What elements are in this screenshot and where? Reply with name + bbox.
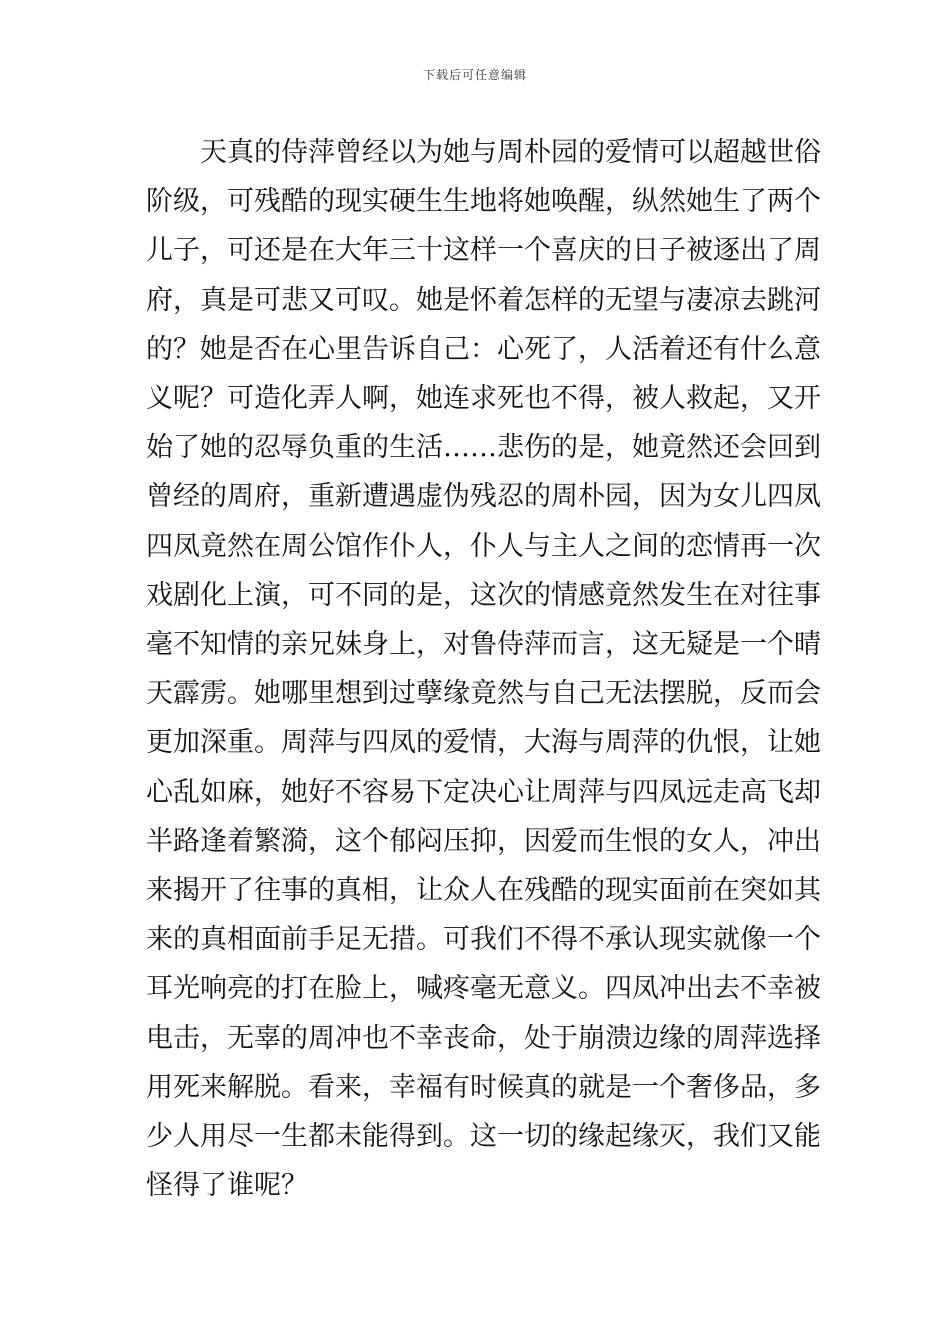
- paragraph-line: 四凤竟然在周公馆作仆人，仆人与主人之间的恋情再一次: [146, 530, 821, 562]
- paragraph-line: 始了她的忍辱负重的生活……悲伤的是，她竟然还会回到: [146, 432, 821, 464]
- paragraph-line: 怪得了谁呢？: [146, 1170, 308, 1202]
- paragraph-line: 府，真是可悲又可叹。她是怀着怎样的无望与凄凉去跳河: [146, 284, 821, 316]
- page-header: 下载后可任意编辑: [422, 68, 527, 82]
- paragraph-line: 曾经的周府，重新遭遇虚伪残忍的周朴园，因为女儿四凤: [146, 481, 821, 513]
- paragraph-line: 义呢？可造化弄人啊，她连求死也不得，被人救起，又开: [146, 383, 821, 415]
- paragraph-line: 用死来解脱。看来，幸福有时候真的就是一个奢侈品，多: [146, 1071, 821, 1103]
- paragraph-line: 天真的侍萍曾经以为她与周朴园的爱情可以超越世俗: [146, 137, 821, 168]
- paragraph-line: 戏剧化上演，可不同的是，这次的情感竟然发生在对往事: [146, 579, 821, 611]
- paragraph-line: 耳光响亮的打在脸上，喊疼毫无意义。四凤冲出去不幸被: [146, 973, 821, 1005]
- paragraph-line: 来的真相面前手足无措。可我们不得不承认现实就像一个: [146, 924, 821, 956]
- paragraph-line: 儿子，可还是在大年三十这样一个喜庆的日子被逐出了周: [146, 235, 821, 267]
- paragraph-line: 来揭开了往事的真相，让众人在残酷的现实面前在突如其: [146, 875, 821, 907]
- paragraph-line: 心乱如麻，她好不容易下定决心让周萍与四凤远走高飞却: [146, 776, 821, 808]
- paragraph-line: 更加深重。周萍与四凤的爱情，大海与周萍的仇恨，让她: [146, 727, 821, 759]
- paragraph-line: 天霹雳。她哪里想到过孽缘竟然与自己无法摆脱，反而会: [146, 678, 821, 710]
- paragraph-line: 毫不知情的亲兄妹身上，对鲁侍萍而言，这无疑是一个晴: [146, 629, 821, 661]
- body-paragraph: [146, 128, 821, 1210]
- paragraph-line: 半路逢着繁漪，这个郁闷压抑，因爱而生恨的女人，冲出: [146, 825, 821, 857]
- paragraph-line: 阶级，可残酷的现实硬生生地将她唤醒，纵然她生了两个: [146, 186, 821, 218]
- paragraph-line: 的？她是否在心里告诉自己：心死了，人活着还有什么意: [146, 333, 821, 365]
- paragraph-line: 电击，无辜的周冲也不幸丧命，处于崩溃边缘的周萍选择: [146, 1022, 821, 1054]
- paragraph-line: 少人用尽一生都未能得到。这一切的缘起缘灭，我们又能: [146, 1121, 821, 1153]
